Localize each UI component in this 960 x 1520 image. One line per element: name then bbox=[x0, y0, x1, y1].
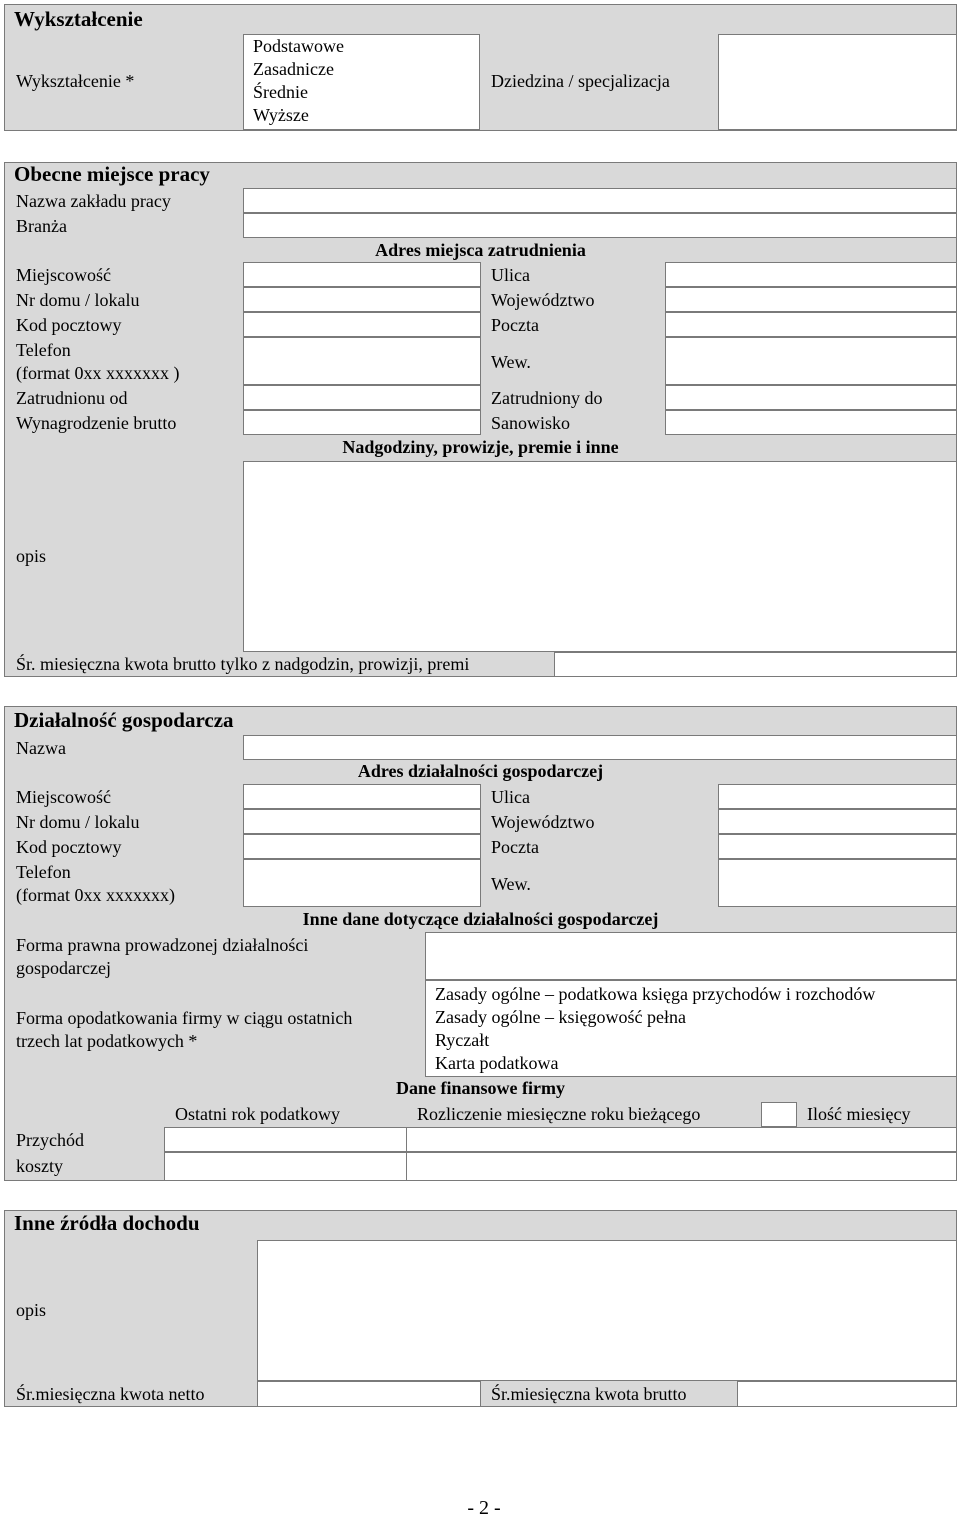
gross-amount-label: Śr.miesięczna kwota brutto bbox=[491, 1384, 687, 1404]
education-field-label: Dziedzina / specjalizacja bbox=[491, 71, 670, 91]
taxation-option-tax-card[interactable]: Karta podatkowa bbox=[435, 1053, 559, 1073]
industry-input[interactable] bbox=[243, 213, 957, 238]
employment-voivodeship-input[interactable] bbox=[665, 287, 957, 312]
employment-street-label: Ulica bbox=[491, 265, 530, 285]
employment-street-input[interactable] bbox=[665, 262, 957, 287]
business-city-input[interactable] bbox=[243, 784, 481, 809]
business-ext-label: Wew. bbox=[491, 874, 531, 894]
business-other-header: Inne dane dotyczące działalności gospodarczej bbox=[302, 909, 659, 929]
position-input[interactable] bbox=[665, 410, 957, 435]
business-name-input[interactable] bbox=[243, 735, 957, 760]
financial-header: Dane finansowe firmy bbox=[396, 1078, 565, 1098]
costs-last-year-input[interactable] bbox=[164, 1152, 407, 1181]
taxation-option-lump-sum[interactable]: Ryczałt bbox=[435, 1030, 490, 1050]
other-income-title: Inne źródła dochodu bbox=[14, 1211, 200, 1235]
costs-label: koszty bbox=[16, 1156, 63, 1176]
business-ext-input[interactable] bbox=[718, 859, 957, 907]
salary-label: Wynagrodzenie brutto bbox=[16, 413, 177, 433]
education-option-primary[interactable]: Podstawowe bbox=[253, 36, 344, 56]
business-street-input[interactable] bbox=[718, 784, 957, 809]
business-address-header: Adres działalności gospodarczej bbox=[357, 761, 604, 781]
employment-ext-label: Wew. bbox=[491, 352, 531, 372]
legal-form-label-line2: gospodarczej bbox=[16, 958, 111, 978]
employment-description-label: opis bbox=[16, 546, 47, 566]
other-income-description-input[interactable] bbox=[257, 1240, 957, 1381]
company-name-label: Nazwa zakładu pracy bbox=[16, 191, 171, 211]
business-postcode-label: Kod pocztowy bbox=[16, 837, 122, 857]
overtime-header: Nadgodziny, prowizje, premie i inne bbox=[342, 437, 619, 457]
employment-city-input[interactable] bbox=[243, 262, 481, 287]
business-phone-format: (format 0xx xxxxxxx) bbox=[16, 885, 175, 905]
employment-postcode-input[interactable] bbox=[243, 312, 481, 337]
education-field-input[interactable] bbox=[718, 34, 957, 130]
employment-phone-format: (format 0xx xxxxxxx ) bbox=[16, 363, 180, 383]
income-label: Przychód bbox=[16, 1130, 84, 1150]
gross-amount-input[interactable] bbox=[737, 1381, 957, 1407]
employment-house-label: Nr domu / lokalu bbox=[16, 290, 140, 310]
salary-input[interactable] bbox=[243, 410, 481, 435]
employment-ext-input[interactable] bbox=[665, 337, 957, 385]
business-street-label: Ulica bbox=[491, 787, 530, 807]
income-current-year-input[interactable] bbox=[406, 1127, 957, 1152]
last-tax-year-label: Ostatni rok podatkowy bbox=[175, 1104, 340, 1124]
employed-to-input[interactable] bbox=[665, 385, 957, 410]
position-label: Sanowisko bbox=[491, 413, 571, 433]
business-name-label: Nazwa bbox=[16, 738, 66, 758]
employment-voivodeship-label: Województwo bbox=[491, 290, 595, 310]
net-amount-input[interactable] bbox=[257, 1381, 481, 1407]
employment-house-input[interactable] bbox=[243, 287, 481, 312]
monthly-settlement-label: Rozliczenie miesięczne roku bieżącego bbox=[417, 1104, 701, 1124]
avg-amount-label: Śr. miesięczna kwota brutto tylko z nadgodzin, prowizji, premi bbox=[16, 654, 470, 674]
employment-post-office-label: Poczta bbox=[491, 315, 539, 335]
education-option-secondary[interactable]: Średnie bbox=[253, 82, 308, 102]
months-input[interactable] bbox=[761, 1102, 797, 1127]
business-phone-label: Telefon bbox=[16, 862, 71, 882]
other-income-description-label: opis bbox=[16, 1300, 47, 1320]
avg-amount-input[interactable] bbox=[554, 652, 957, 677]
income-last-year-input[interactable] bbox=[164, 1127, 407, 1152]
taxation-option-pkpir[interactable]: Zasady ogólne – podatkowa księga przychodów i rozchodów bbox=[435, 984, 876, 1004]
employment-description-input[interactable] bbox=[243, 461, 957, 652]
taxation-label-line1: Forma opodatkowania firmy w ciągu ostatnich bbox=[16, 1008, 353, 1028]
industry-label: Branża bbox=[16, 216, 67, 236]
business-voivodeship-input[interactable] bbox=[718, 809, 957, 834]
business-city-label: Miejscowość bbox=[16, 787, 111, 807]
employment-postcode-label: Kod pocztowy bbox=[16, 315, 122, 335]
business-title: Działalność gospodarcza bbox=[14, 708, 234, 732]
education-option-higher[interactable]: Wyższe bbox=[253, 105, 309, 125]
taxation-label-line2: trzech lat podatkowych * bbox=[16, 1031, 198, 1051]
business-house-label: Nr domu / lokalu bbox=[16, 812, 140, 832]
business-house-input[interactable] bbox=[243, 809, 481, 834]
months-label: Ilość miesięcy bbox=[807, 1104, 911, 1124]
employment-city-label: Miejscowość bbox=[16, 265, 111, 285]
legal-form-input[interactable] bbox=[425, 932, 957, 980]
education-option-vocational[interactable]: Zasadnicze bbox=[253, 59, 334, 79]
business-voivodeship-label: Województwo bbox=[491, 812, 595, 832]
page-number: - 2 - bbox=[467, 1497, 501, 1519]
employed-from-input[interactable] bbox=[243, 385, 481, 410]
employed-to-label: Zatrudniony do bbox=[491, 388, 603, 408]
employed-from-label: Zatrudnionu od bbox=[16, 388, 128, 408]
costs-current-year-input[interactable] bbox=[406, 1152, 957, 1181]
employment-address-header: Adres miejsca zatrudnienia bbox=[375, 240, 586, 260]
business-postcode-input[interactable] bbox=[243, 834, 481, 859]
employment-phone-input[interactable] bbox=[243, 337, 481, 385]
company-name-input[interactable] bbox=[243, 188, 957, 213]
education-level-label: Wykształcenie * bbox=[16, 71, 135, 91]
employment-post-office-input[interactable] bbox=[665, 312, 957, 337]
employment-phone-label: Telefon bbox=[16, 340, 71, 360]
business-post-office-input[interactable] bbox=[718, 834, 957, 859]
legal-form-label-line1: Forma prawna prowadzonej działalności bbox=[16, 935, 309, 955]
net-amount-label: Śr.miesięczna kwota netto bbox=[16, 1384, 205, 1404]
taxation-option-full-accounting[interactable]: Zasady ogólne – księgowość pełna bbox=[435, 1007, 686, 1027]
business-phone-input[interactable] bbox=[243, 859, 481, 907]
education-title: Wykształcenie bbox=[14, 7, 143, 31]
employment-title: Obecne miejsce pracy bbox=[14, 162, 210, 186]
business-post-office-label: Poczta bbox=[491, 837, 539, 857]
